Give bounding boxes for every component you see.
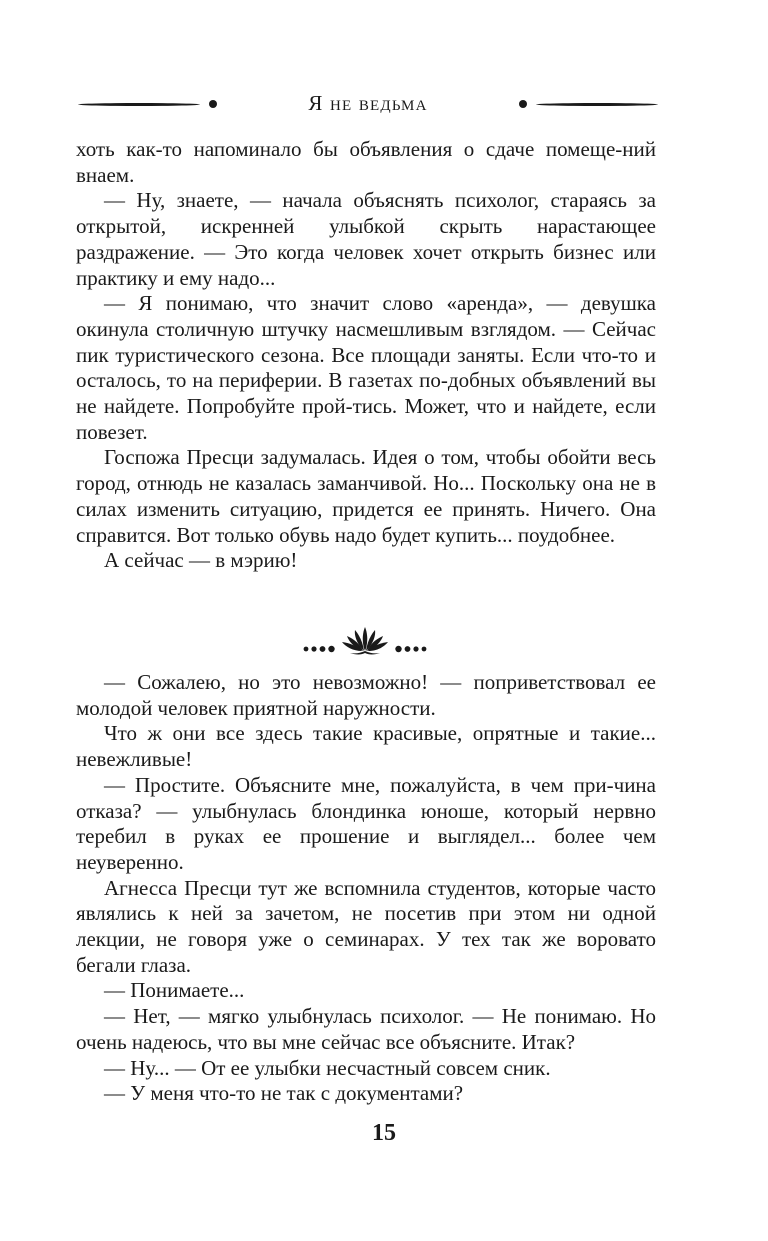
left-ornament-dot xyxy=(209,100,217,108)
paragraph: — Я понимаю, что значит слово «аренда», — девушка окинула столичную штучку насмешливым взглядом. — Сейчас пик туристического сезона. Все площади заняты. Если что-то и осталось, то на периферии. В газетах по-добных объявлений вы не найдете. Попробуйте прой-тись. Может, что и найдете, если повезет. xyxy=(76,291,656,444)
paragraph: — Простите. Объясните мне, пожалуйста, в чем при-чина отказа? — улыбнулась блондинка юноше, который нервно теребил в руках ее прошение и выглядел... более чем неуверенно. xyxy=(76,772,656,874)
page-number: 15 xyxy=(372,1120,396,1146)
right-ornament-dot xyxy=(519,100,527,108)
text-section-2 xyxy=(76,670,656,1107)
paragraph: — Нет, — мягко улыбнулась психолог. — Не понимаю. Но очень надеюсь, что вы мне сейчас все объясните. Итак? xyxy=(76,1004,656,1054)
running-head-title: Я не ведьма xyxy=(308,91,428,115)
text-section-1 xyxy=(76,137,656,574)
paragraph: Агнесса Пресци тут же вспомнила студентов, которые часто являлись к ней за зачетом, не посетив при этом ни одной лекции, не говоря уже о семинарах. У тех так же воровато бегали глаза. xyxy=(76,875,656,977)
paragraph: — Сожалею, но это невозможно! — поприветствовал ее молодой человек приятной наружности. xyxy=(76,670,656,720)
paragraph: Госпожа Пресци задумалась. Идея о том, чтобы обойти весь город, отнюдь не казалась заманчивой. Но... Поскольку она не в силах изменить ситуацию, придется ее принять. Ничего. Она справится. Вот только обувь надо будет купить... поудобнее. xyxy=(76,445,656,547)
section-break-ornament-icon xyxy=(300,624,430,660)
running-head xyxy=(78,91,658,117)
paragraph: хоть как-то напоминало бы объявления о сдаче помеще-ний внаем. xyxy=(76,137,656,187)
paragraph: А сейчас — в мэрию! xyxy=(104,548,298,573)
left-decorative-rule xyxy=(78,103,200,106)
paragraph: — Ну... — От ее улыбки несчастный совсем сник. xyxy=(104,1055,551,1080)
paragraph: — У меня что-то не так с документами? xyxy=(104,1081,464,1106)
paragraph: Что ж они все здесь такие красивые, опрятные и такие... невежливые! xyxy=(76,721,656,772)
right-decorative-rule xyxy=(536,103,658,106)
paragraph: — Ну, знаете, — начала объяснять психолог, стараясь за открытой, искренней улыбкой скрыть нарастающее раздражение. — Это когда человек хочет открыть бизнес или практику и ему надо... xyxy=(76,188,656,290)
paragraph: — Понимаете... xyxy=(104,978,245,1003)
